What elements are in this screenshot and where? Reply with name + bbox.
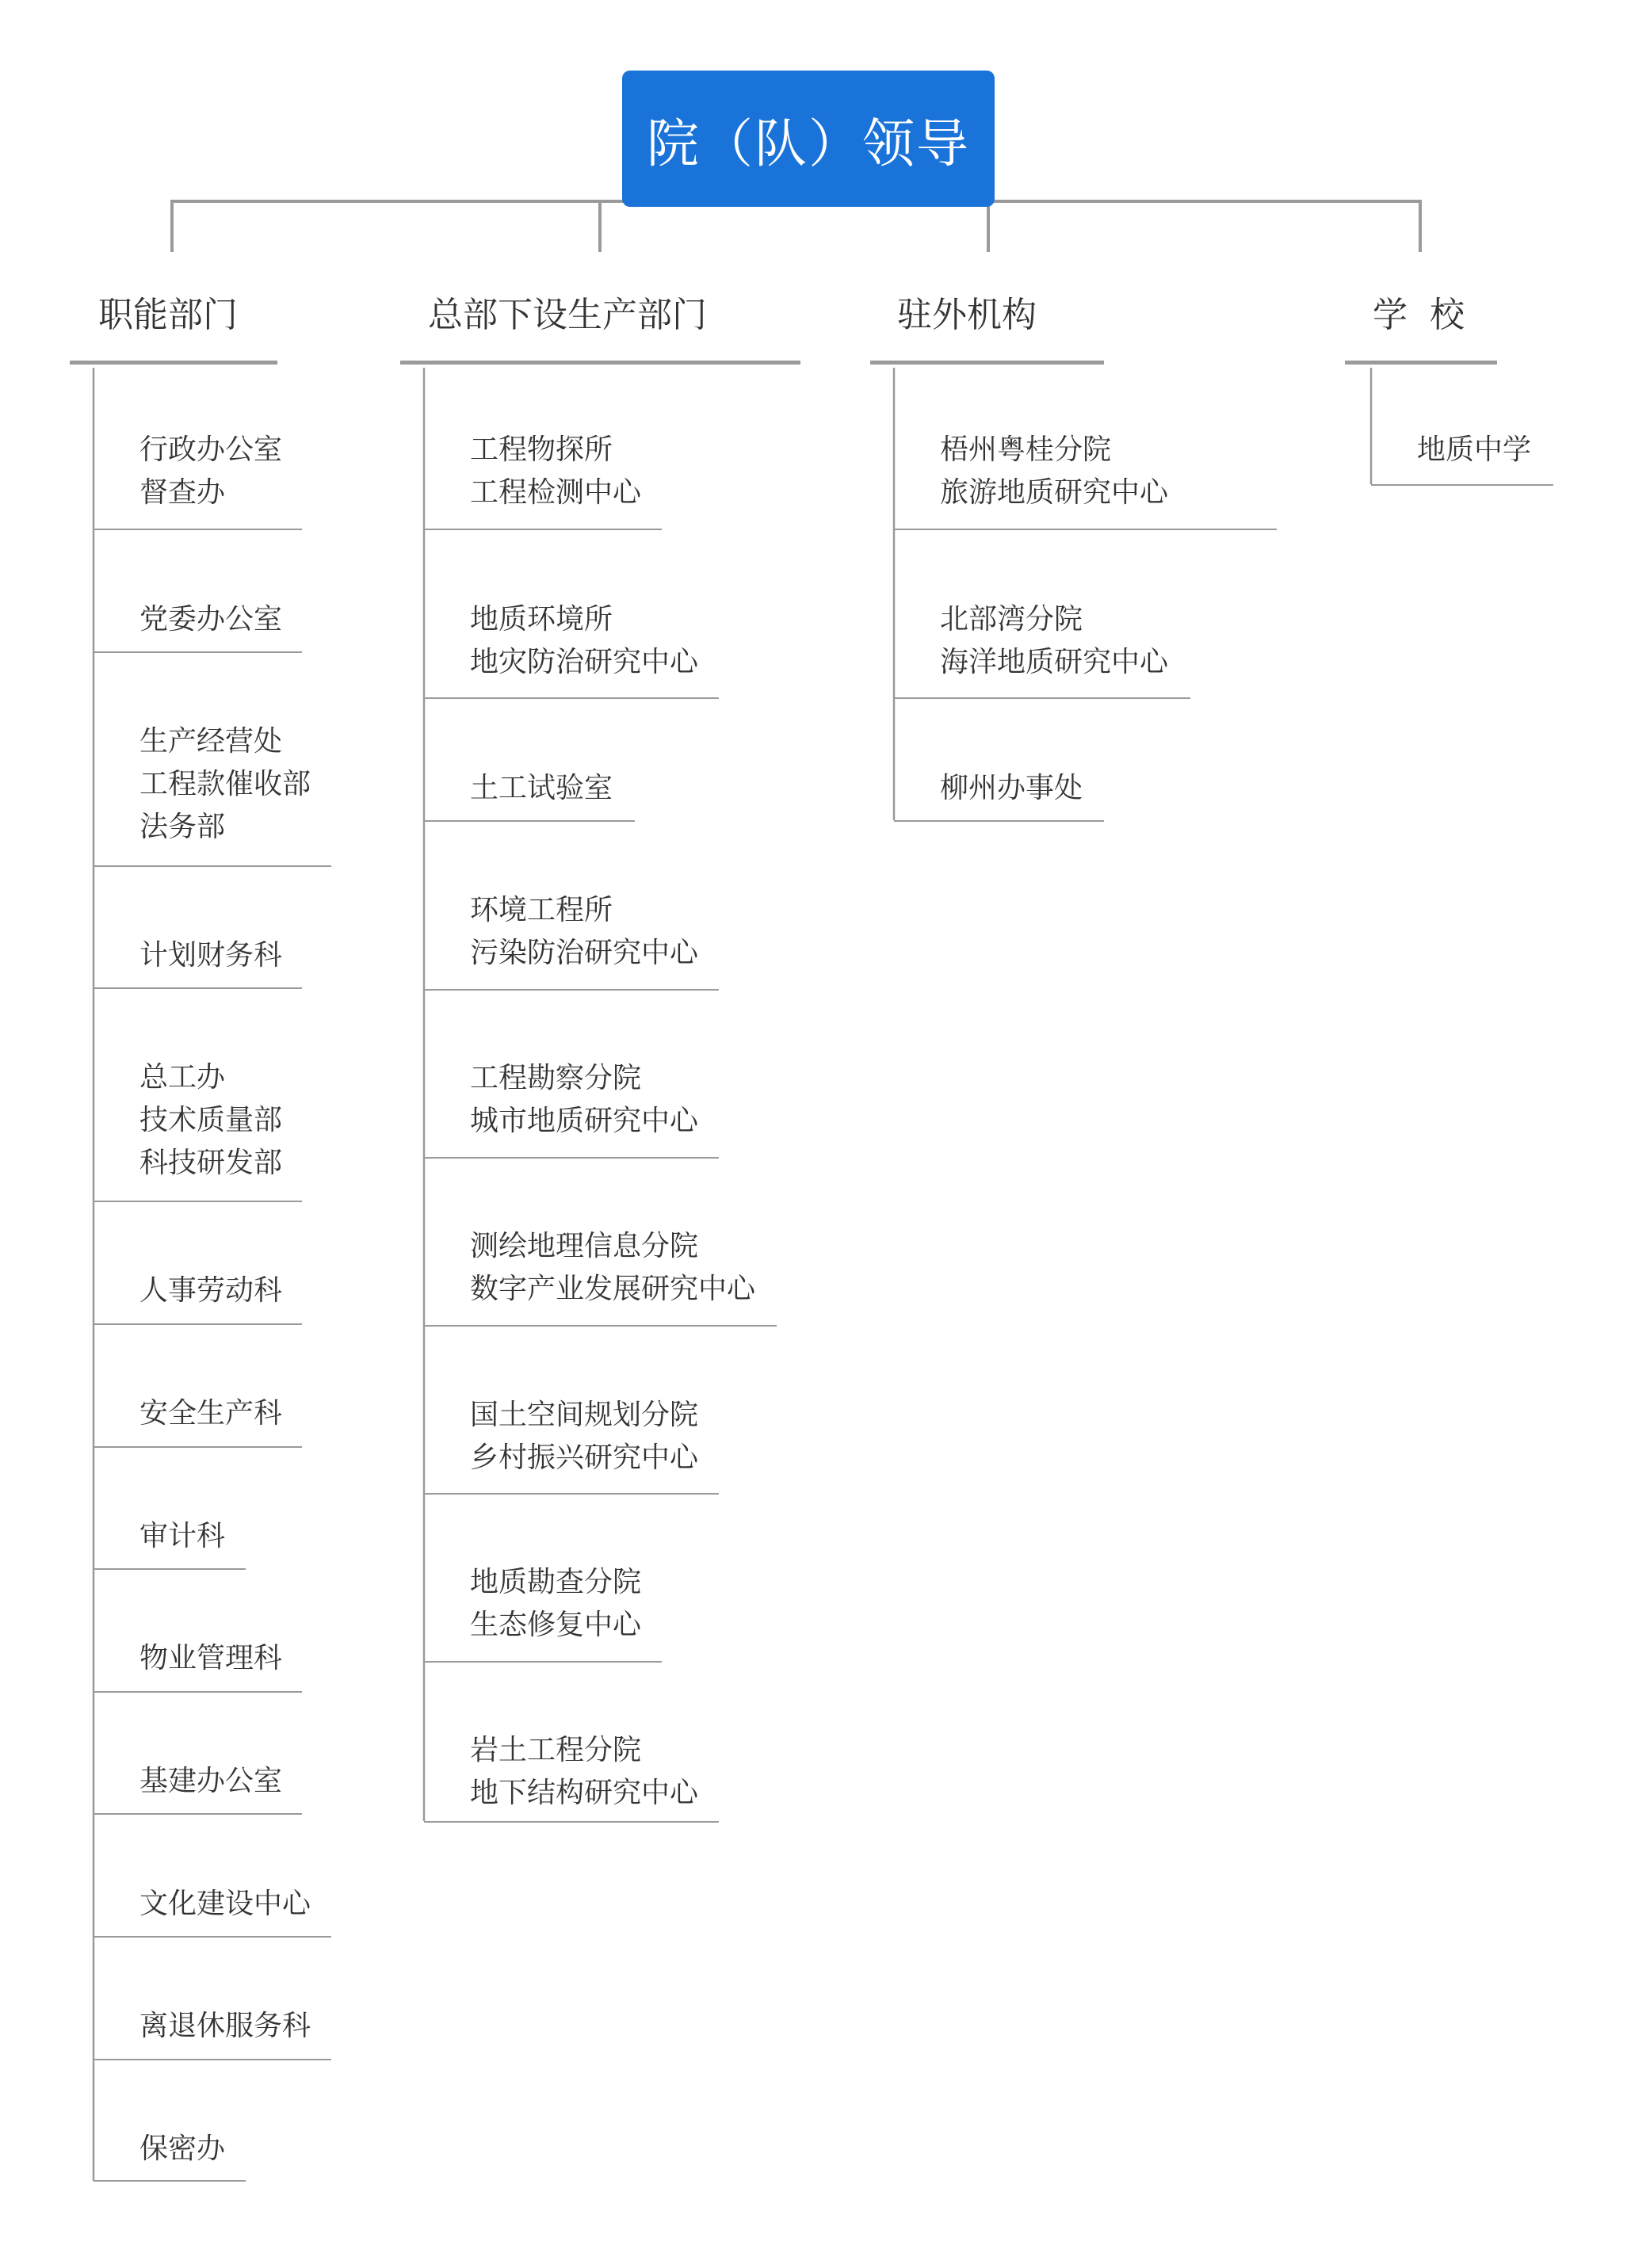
item-underline	[894, 697, 1190, 699]
branch-header-underline	[70, 361, 277, 365]
list-item: 物业管理科	[139, 1642, 283, 1674]
list-item: 保密办	[139, 2132, 226, 2165]
item-underline	[94, 529, 302, 530]
item-underline	[94, 1691, 302, 1693]
list-item: 柳州办事处	[940, 772, 1083, 804]
item-underline	[94, 1813, 302, 1815]
item-underline	[94, 987, 302, 989]
list-item: 北部湾分院 海洋地质研究中心	[940, 603, 1169, 678]
list-item: 行政办公室 督查办	[139, 433, 283, 509]
list-item: 党委办公室	[139, 603, 283, 636]
item-underline	[94, 865, 331, 867]
item-underline	[424, 1325, 777, 1327]
item-underline	[424, 1157, 719, 1159]
list-item: 离退休服务科	[139, 2010, 311, 2042]
item-underline	[894, 529, 1277, 530]
item-underline	[424, 1661, 662, 1663]
branch-header-2: 总部下设生产部门	[428, 295, 707, 335]
list-item: 岩土工程分院 地下结构研究中心	[470, 1734, 699, 1809]
list-item: 环境工程所 污染防治研究中心	[470, 894, 699, 969]
list-item: 文化建设中心	[139, 1888, 311, 1920]
list-item: 工程物探所 工程检测中心	[470, 433, 642, 509]
item-underline	[94, 1323, 302, 1325]
item-underline	[94, 1446, 302, 1448]
item-underline	[94, 1568, 246, 1570]
item-underline	[424, 697, 719, 699]
list-item: 梧州粤桂分院 旅游地质研究中心	[940, 433, 1169, 509]
list-item: 工程勘察分院 城市地质研究中心	[470, 1062, 699, 1137]
list-item: 测绘地理信息分院 数字产业发展研究中心	[470, 1230, 756, 1305]
item-underline	[94, 1936, 331, 1938]
list-item: 生产经营处 工程款催收部 法务部	[139, 725, 311, 843]
branch-header-4: 学 校	[1373, 295, 1465, 335]
item-underline	[424, 820, 635, 822]
branch-header-underline	[1345, 361, 1497, 365]
list-item: 基建办公室	[139, 1765, 283, 1797]
branch-header-underline	[400, 361, 800, 365]
list-item: 审计科	[139, 1520, 226, 1552]
branch-header-underline	[870, 361, 1104, 365]
list-item: 国土空间规划分院 乡村振兴研究中心	[470, 1399, 699, 1474]
item-underline	[94, 2059, 331, 2060]
item-underline	[424, 989, 719, 991]
item-underline	[94, 1201, 302, 1202]
branch-header-1: 职能部门	[98, 295, 238, 335]
list-item: 地质勘查分院 生态修复中心	[470, 1566, 642, 1641]
list-item: 地质中学	[1417, 433, 1532, 466]
item-underline	[94, 2180, 246, 2182]
item-underline	[94, 651, 302, 653]
list-item: 总工办 技术质量部 科技研发部	[139, 1061, 283, 1179]
item-underline	[894, 820, 1104, 822]
list-item: 地质环境所 地灾防治研究中心	[470, 603, 699, 678]
list-item: 人事劳动科	[139, 1274, 283, 1307]
root-node: 院（队）领导	[622, 71, 995, 207]
list-item: 安全生产科	[139, 1397, 283, 1430]
item-underline	[424, 529, 662, 530]
list-item: 土工试验室	[470, 772, 613, 804]
branch-header-3: 驻外机构	[897, 295, 1037, 335]
item-underline	[1371, 484, 1553, 486]
item-underline	[424, 1821, 719, 1823]
item-underline	[424, 1493, 719, 1495]
list-item: 计划财务科	[139, 939, 283, 972]
